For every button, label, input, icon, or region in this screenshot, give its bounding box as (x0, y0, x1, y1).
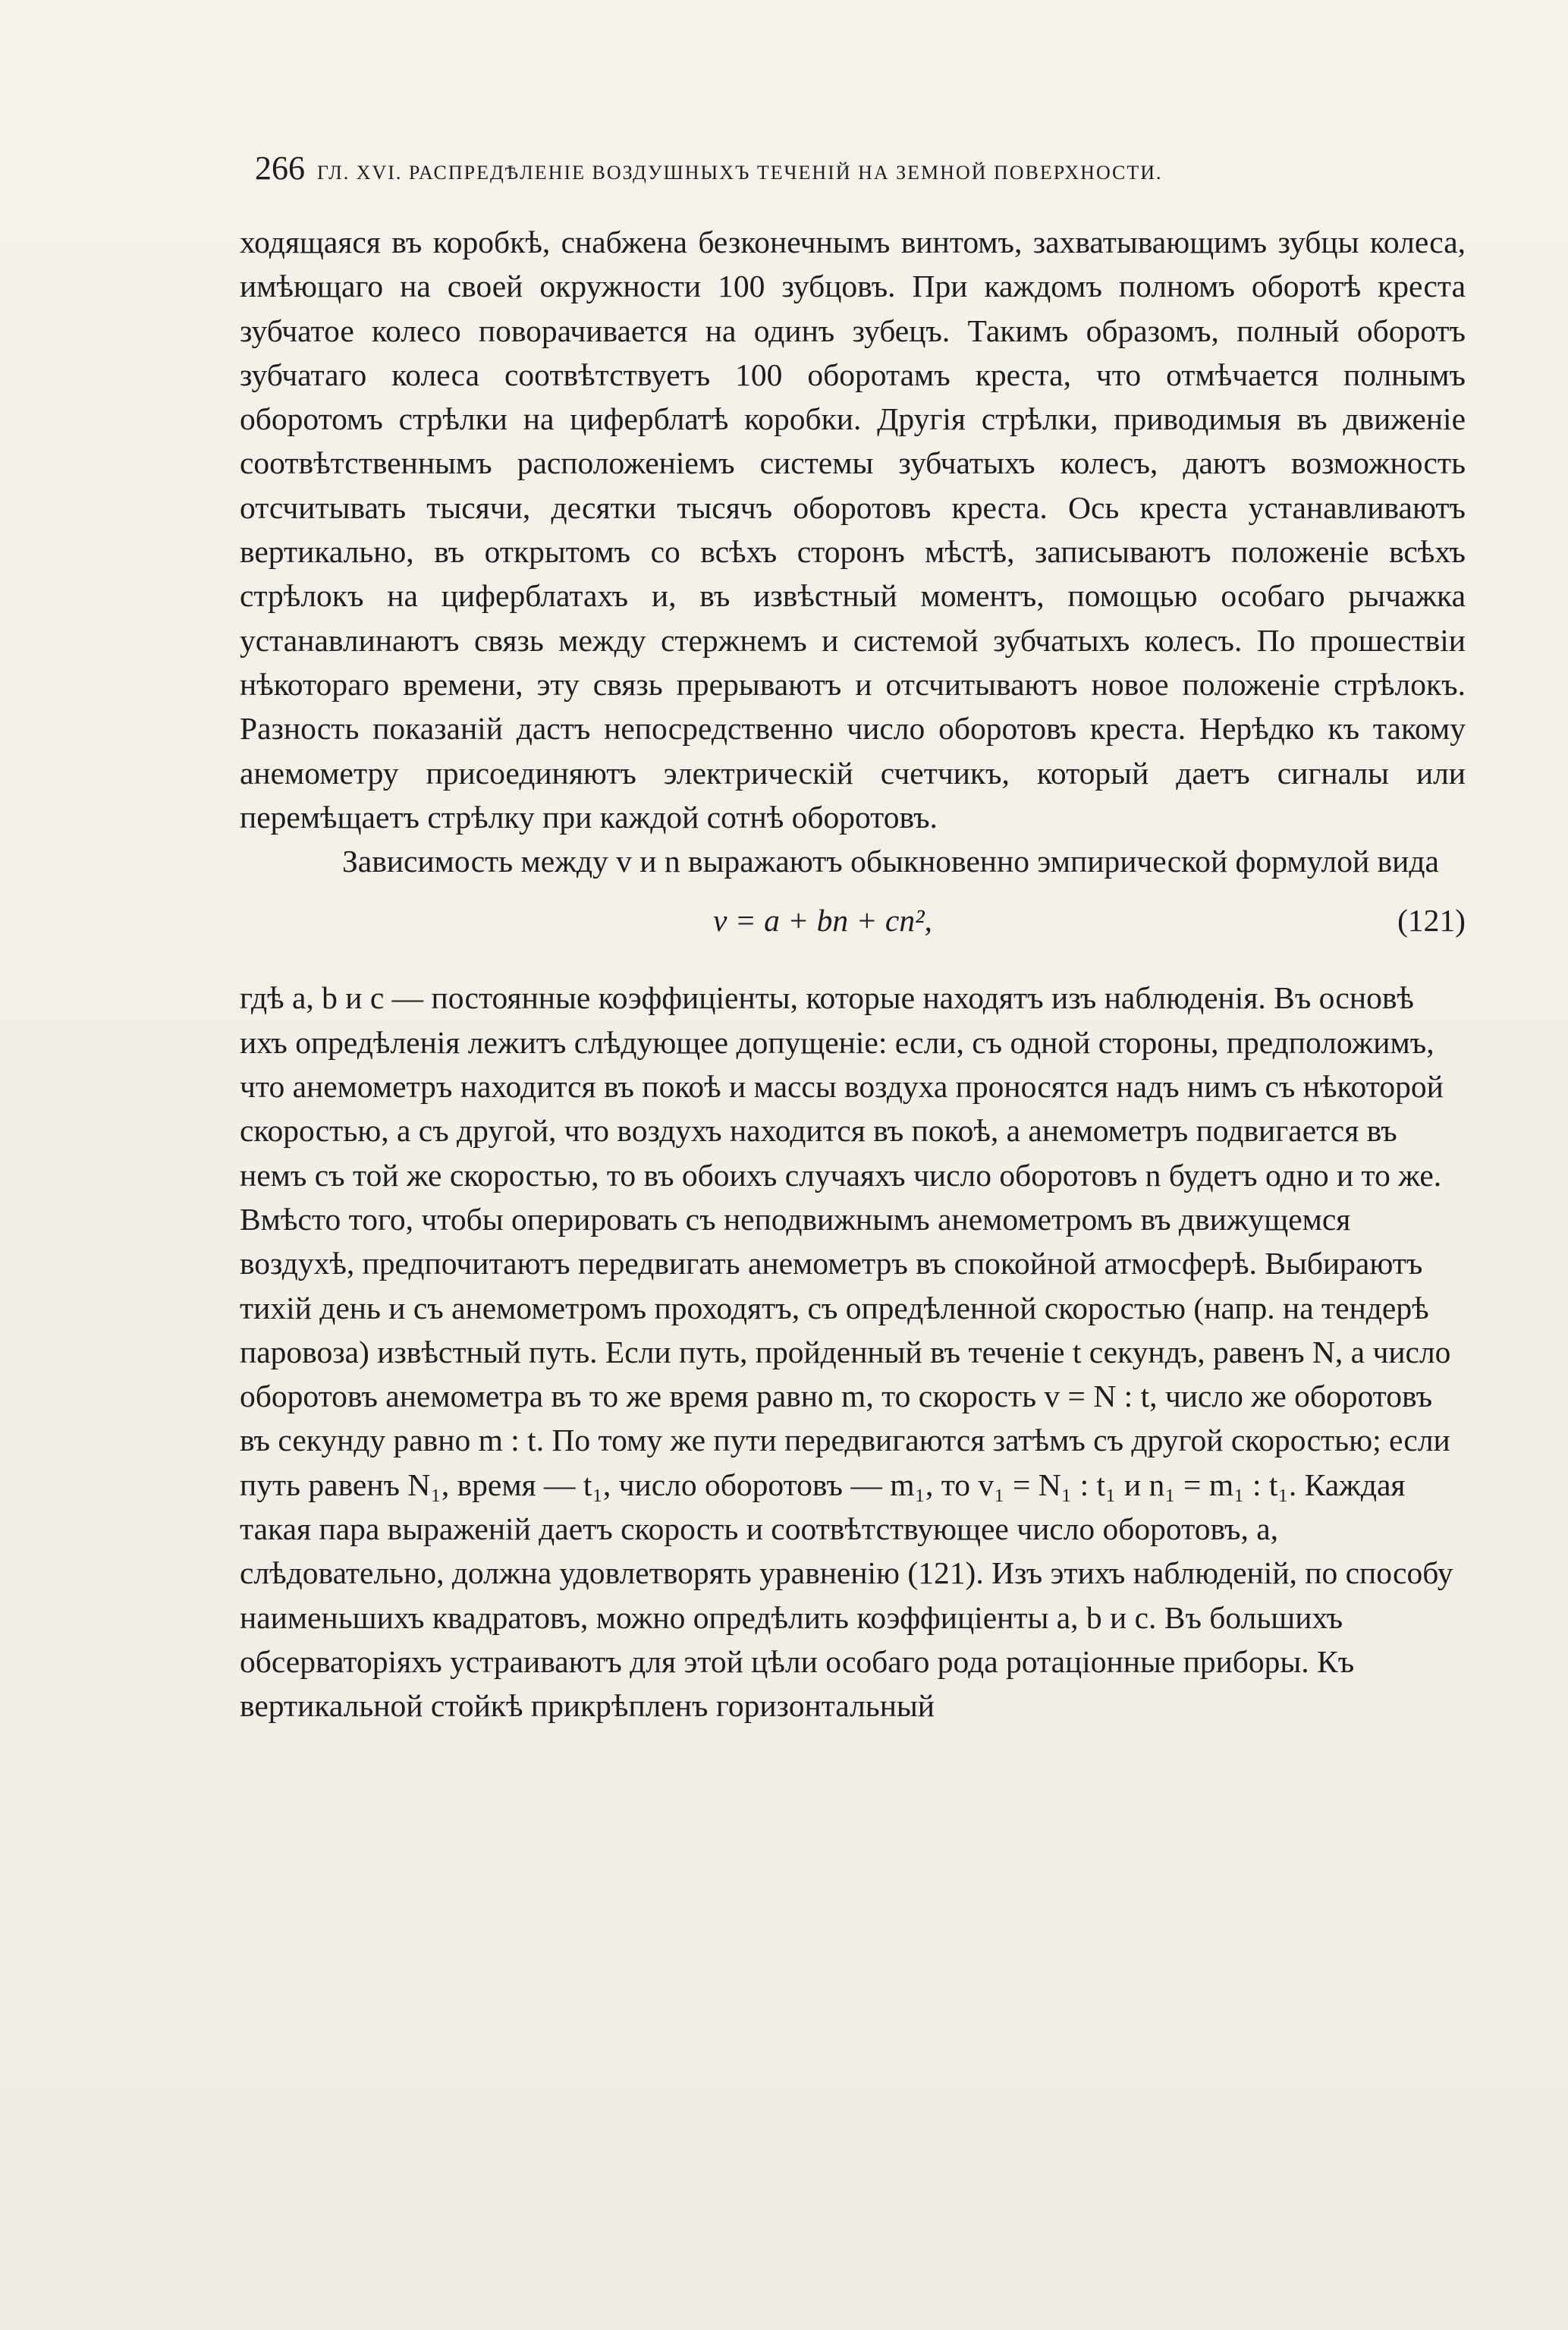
page-header (255, 149, 1466, 194)
page-number: 266 (255, 149, 305, 187)
paragraph-calibration: гдѣ a, b и c — постоянные коэффиціенты, которые находятъ изъ наблюденія. Въ основѣ ихъ опредѣленія лежитъ слѣдующее допущеніе: если, съ одной стороны, предположимъ, что анемометръ находится въ покоѣ и массы воздуха проносятся надъ нимъ съ нѣкоторой скоростью, а съ другой, что воздухъ находится въ покоѣ, а анемометръ подвигается въ немъ съ той же скоростью, то въ обоихъ случаяхъ число оборотовъ n будетъ одно и то же. Вмѣсто того, чтобы оперировать съ неподвижнымъ анемометромъ въ движущемся воздухѣ, предпочитаютъ передвигать анемометръ въ спокойной атмосферѣ. Выбираютъ тихій день и съ анемометромъ проходятъ, съ опредѣленной скоростью (напр. на тендерѣ паровоза) извѣстный путь. Если путь, пройденный въ теченіе t секундъ, равенъ N, а число оборотовъ анемометра въ то же время равно m, то скорость v = N : t, число же оборотовъ въ секунду равно m : t. По тому же пути передвигаются затѣмъ съ другой скоростью; если путь равенъ N₁, время — t₁, число оборотовъ — m₁, то v₁ = N₁ : t₁ и n₁ = m₁ : t₁. Каждая такая пара выраженій даетъ скорость и соотвѣтствующее число оборотовъ, а, слѣдовательно, должна удовлетворять уравненію (121). Изъ этихъ наблюденій, по способу наименьшихъ квадратовъ, можно опредѣлить коэффиціенты a, b и c. Въ большихъ обсерваторіяхъ устраиваютъ для этой цѣли особаго рода ротаціонные приборы. Къ вертикальной стойкѣ прикрѣпленъ горизонтальный (240, 980, 1453, 1724)
equation-number: (121) (1397, 903, 1466, 939)
equation-row (240, 898, 1466, 942)
paragraph-anemometer-counter: ходящаяся въ коробкѣ, снабжена безконечнымъ винтомъ, захватывающимъ зубцы колеса, имѣющаго на своей окружности 100 зубцовъ. При каждомъ полномъ оборотѣ креста зубчатое колесо поворачивается на одинъ зубецъ. Такимъ образомъ, полный оборотъ зубчатаго колеса соотвѣтствуетъ 100 оборотамъ креста, что отмѣчается полнымъ оборотомъ стрѣлки на циферблатѣ коробки. Другія стрѣлки, приводимыя въ движеніе соотвѣтственнымъ расположеніемъ системы зубчатыхъ колесъ, даютъ возможность отсчитывать тысячи, десятки тысячъ оборотовъ креста. Ось креста устанавливаютъ вертикально, въ открытомъ со всѣхъ сторонъ мѣстѣ, записываютъ положеніе всѣхъ стрѣлокъ на циферблатахъ и, въ извѣстный моментъ, помощью особаго рычажка устанавлинаютъ связь между стержнемъ и системой зубчатыхъ колесъ. По прошествіи нѣкотораго времени, эту связь прерываютъ и отсчитываютъ новое положеніе стрѣлокъ. Разность показаній дастъ непосредственно число оборотовъ креста. Нерѣдко къ такому анемометру присоединяютъ электрическій счетчикъ, который даетъ сигналы или перемѣщаетъ стрѣлку при каждой сотнѣ оборотовъ. (240, 225, 1466, 835)
paragraph-empirical-formula-intro: Зависимость между v и n выражаютъ обыкновенно эмпирической формулой вида (342, 844, 1439, 879)
equation-formula: v = a + bn + cn², (713, 903, 932, 939)
running-title: ГЛ. XVI. РАСПРЕДѢЛЕНІЕ ВОЗДУШНЫХЪ ТЕЧЕНІЙ НА ЗЕМНОЙ ПОВЕРХНОСТИ. (317, 162, 1163, 184)
body-text (240, 220, 1466, 1728)
